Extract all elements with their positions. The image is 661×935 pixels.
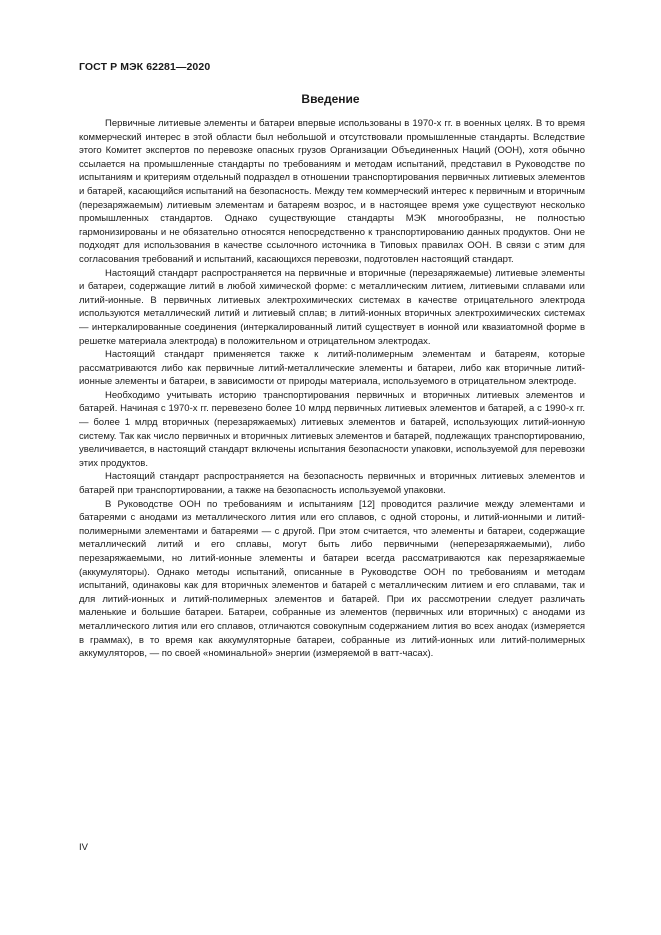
- paragraph: Настоящий стандарт применяется также к литий-полимерным элементам и батареям, которые рассматриваются либо как первичные литий-металлические элементы и батареи, либо как вторичные литий-ионные элементы и батареи, в зависимости от природы материала, используемого в отрицательном электроде.: [79, 349, 585, 388]
- document-header: ГОСТ Р МЭК 62281—2020: [79, 61, 211, 73]
- paragraph: Необходимо учитывать историю транспортирования первичных и вторичных литиевых элементов и батарей. Начиная с 1970-х гг. перевезено более 10 млрд первичных литиевых элементов и батарей, а с 1990-х гг. — более 1 млрд вторичных (перезаряжаемых) литиевых элементов и батарей, использующих литий-ионную систему. Так как число первичных и вторичных литиевых элементов и батарей, подлежащих транспортированию, увеличивается, в настоящий стандарт включены испытания безопасности упаковки, используемой для перевозки этих продуктов.: [79, 389, 585, 469]
- paragraph: Настоящий стандарт распространяется на безопасность первичных и вторичных литиевых элементов и батарей при транспортировании, а также на безопасность используемой упаковки.: [79, 471, 585, 497]
- document-body: [79, 117, 585, 661]
- paragraph: Первичные литиевые элементы и батареи впервые использованы в 1970-х гг. в военных целях. В то время коммерческий интерес в этой области был небольшой и отсутствовали промышленные стандарты. Вследствие этого Комитет экспертов по перевозке опасных грузов Организации Объединенных Наций (ООН), хотя обычно ссылается на промышленные стандарты по требованиям и методам испытаний, представил в Руководстве по испытаниям и критериям отдельный подраздел в отношении транспортирования первичных литиевых элементов и батарей, касающийся испытаний на безопасность. Между тем коммерческий интерес к первичным и вторичным (перезаряжаемым) литиевым элементам и батареям возрос, и в настоящее время уже существуют несколько промышленных стандартов. Однако существующие стандарты МЭК многообразны, не полностью гармонизированы и не обязательно относятся непосредственно к транспортированию данных продуктов. Они не подходят для использования в качестве ссылочного источника в Типовых правилах ООН. В связи с этим для согласования требований и испытаний, касающихся перевозки, подготовлен настоящий стандарт.: [79, 118, 585, 265]
- section-title: Введение: [301, 92, 360, 106]
- paragraph: В Руководстве ООН по требованиям и испытаниям [12] проводится различие между элементами и батареями с анодами из металлического лития или его сплавов, с одной стороны, и литий-ионными и литий-полимерными элементами и батареями — с другой. При этом считается, что элементы и батареи, содержащие металлический литий и его сплавы, могут быть либо первичными (неперезаряжаемыми), либо перезаряжаемыми, но литий-ионные элементы и батареи всегда рассматриваются как перезаряжаемые (аккумуляторы). Однако методы испытаний, описанные в Руководстве ООН по требованиям и методам испытаний, одинаковы как для вторичных элементов и батарей с металлическим литием и его сплавами, так и для литий-ионных и литий-полимерных элементов и батарей. При их рассмотрении следует различать маленькие и большие батареи. Батареи, собранные из элементов (первичных или вторичных) с анодами из металлического лития или его сплавов, отличаются совокупным содержанием лития во всех анодах (измеряется в граммах), в то время как аккумуляторные батареи, собранные из литий-ионных или литий-полимерных аккумуляторов, — по своей «номинальной» энергии (измеряемой в ватт-часах).: [79, 498, 585, 660]
- paragraph: Настоящий стандарт распространяется на первичные и вторичные (перезаряжаемые) литиевые элементы и батареи, содержащие литий в любой химической форме: с металлическим литием, литиевыми сплавами или литий-ионные. В первичных литиевых электрохимических системах в качестве отрицательного электрода используются металлический литий и литиевый сплав; в литий-ионных вторичных электрохимических системах — интеркалированные соединения (интеркалированный литий существует в ионной или квазиатомной форме в решетке материала электрода) в положительном и отрицательном электродах.: [79, 267, 585, 347]
- page-number: IV: [79, 842, 88, 853]
